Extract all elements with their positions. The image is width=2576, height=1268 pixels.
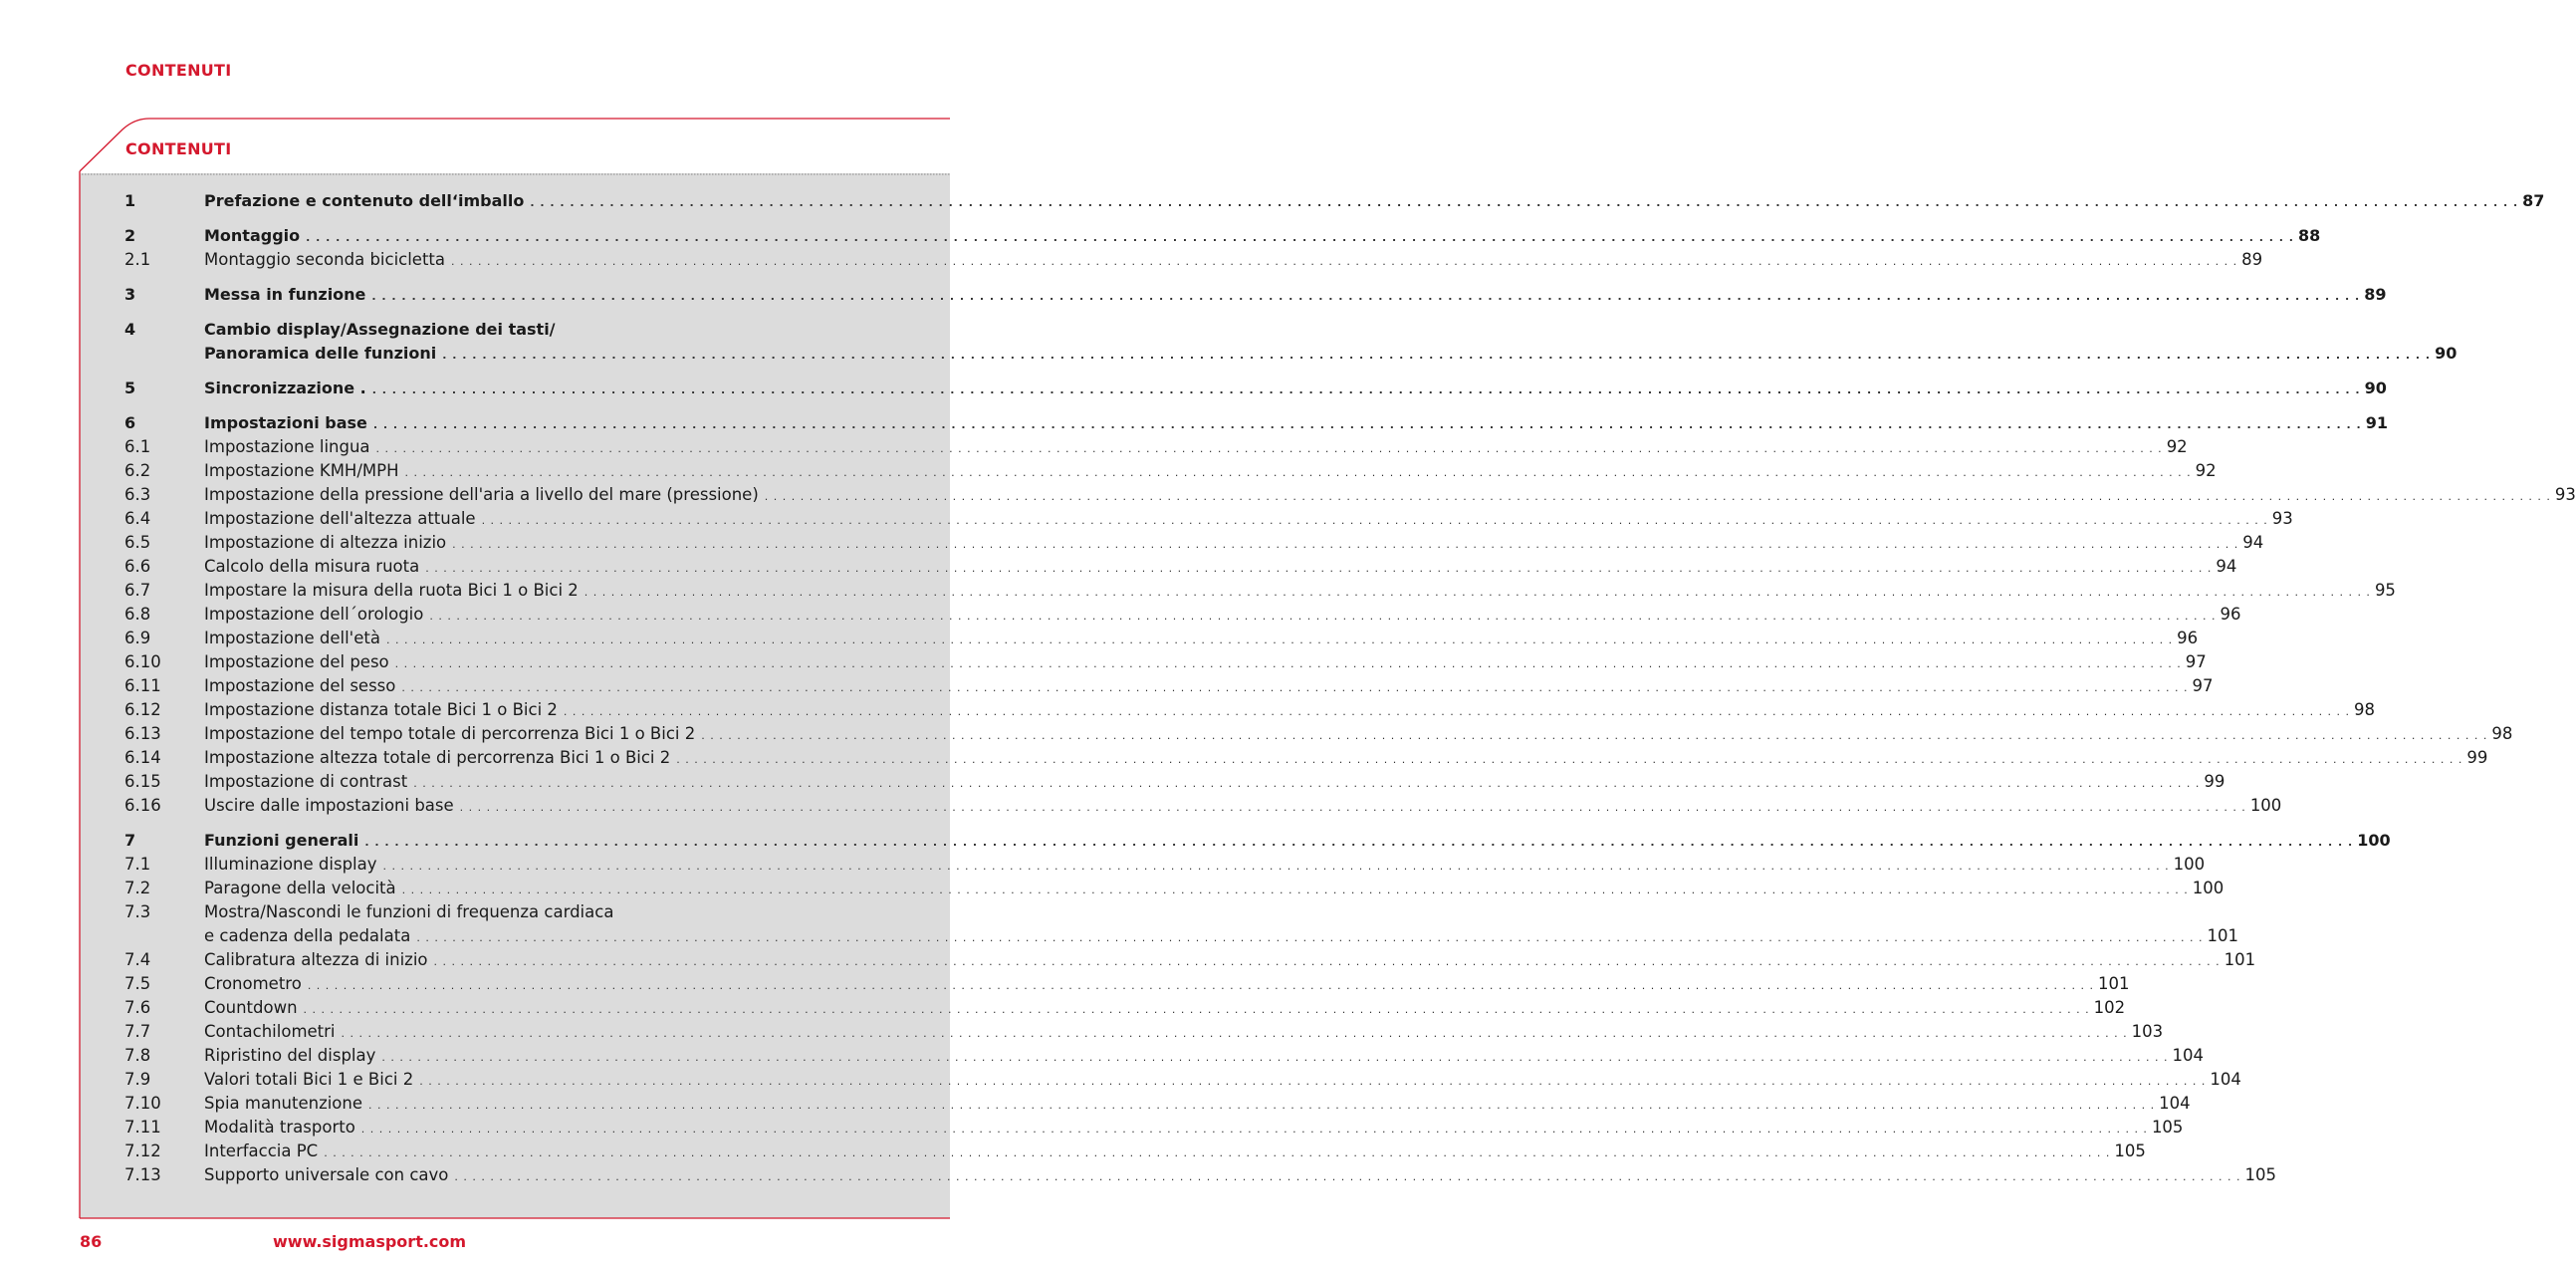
toc-dot-leader: . . . . . . . . . . . . . . . . . . . . . . . . . . . . . . . . . . . . . . . . . . . . . . . . . . . . . . . . . . . . . . . . . . . . . . . . . . . . . . . . . . . . . . . . . . . . . . . . . . . . . . . . . . . . . . . . . . . . . . . . . . . . . . . . . . . . . . . . . . . . . . . . . . . . . . . . . . . . . . . . . . . . . . . . . . . . . . . . . . . . . . . . . . . . . . . . . . . . . . . . bbox=[324, 1146, 2111, 1159]
toc-dot-leader: . . . . . . . . . . . . . . . . . . . . . . . . . . . . . . . . . . . . . . . . . . . . . . . . . . . . . . . . . . . . . . . . . . . . . . . . . . . . . . . . . . . . . . . . . . . . . . . . . . . . . . . . . . . . . . . . . . . . . . . . . . . . . . . . . . . . . . . . . . . . . . . . . . . . . . . . . . . . . . . . . . . . . . . . . . . . . . . . . . . . . . . . . . . . . . . . . . . . . . . . bbox=[452, 538, 2239, 551]
toc-dot-leader: . . . . . . . . . . . . . . . . . . . . . . . . . . . . . . . . . . . . . . . . . . . . . . . . . . . . . . . . . . . . . . . . . . . . . . . . . . . . . . . . . . . . . . . . . . . . . . . . . . . . . . . . . . . . . . . . . . . . . . . . . . . . . . . . . . . . . . . . . . . . . . . . . . . . . . . . . . . . . . . . . . . . . . . . . . . . . . . . . . . . . . . . . . . . . . . . . . . . . . . . bbox=[425, 562, 2213, 575]
toc-entry[interactable] bbox=[124, 853, 2206, 877]
toc-dot-leader: . . . . . . . . . . . . . . . . . . . . . . . . . . . . . . . . . . . . . . . . . . . . . . . . . . . . . . . . . . . . . . . . . . . . . . . . . . . . . . . . . . . . . . . . . . . . . . . . . . . . . . . . . . . . . . . . . . . . . . . . . . . . . . . . . . . . . . . . . . . . . . . . . . . . . . . . . . . . . . . . . . . . . . . . . . . . . . . . . . . . . . . . . . . . . . . . . . . . . . . . bbox=[416, 931, 2204, 944]
toc-entry-page: 95 bbox=[2374, 581, 2396, 600]
toc-entry[interactable] bbox=[124, 650, 2207, 674]
toc-entry[interactable] bbox=[124, 342, 2458, 366]
toc-entry-number: 6 bbox=[124, 413, 136, 432]
toc-dot-leader: . . . . . . . . . . . . . . . . . . . . . . . . . . . . . . . . . . . . . . . . . . . . . . . . . . . . . . . . . . . . . . . . . . . . . . . . . . . . . . . . . . . . . . . . . . . . . . . . . . . . . . . . . . . . . . . . . . . . . . . . . . . . . . . . . . . . . . . . . . . . . . . . . . . . . . . . . . . . . . . . . . . . . . . . . . . . . . . . . . . . . . . . . . . . . . . . . . . . . . . . bbox=[341, 1027, 2128, 1040]
toc-dot-leader: . . . . . . . . . . . . . . . . . . . . . . . . . . . . . . . . . . . . . . . . . . . . . . . . . . . . . . . . . . . . . . . . . . . . . . . . . . . . . . . . . . . . . . . . . . . . . . . . . . . . . . . . . . . . . . . . . . . . . . . . . . . . . . . . . . . . . . . . . . . . . . . . . . . . . . . . . . . . . . . . . . . . . . . . . . . . . . . . . . . . . . . . . . . . . . . . . . . . . . . . bbox=[368, 1099, 2156, 1112]
toc-entry-page: 87 bbox=[2522, 191, 2545, 210]
toc-entry-number: 6.16 bbox=[124, 796, 161, 815]
toc-entry-page: 104 bbox=[2210, 1070, 2241, 1089]
toc-entry-number: 7.1 bbox=[124, 855, 151, 874]
toc-entry-page: 100 bbox=[2192, 879, 2225, 897]
toc-entry-title: Cambio display/Assegnazione dei tasti/ bbox=[204, 320, 556, 339]
toc-entry-number: 6.7 bbox=[124, 581, 151, 600]
toc-entry-title: Messa in funzione bbox=[204, 285, 366, 304]
toc-entry-page: 89 bbox=[2241, 250, 2263, 269]
toc-entry-number: 6.9 bbox=[124, 629, 151, 647]
toc-entry-number: 4 bbox=[124, 320, 136, 339]
toc-entry-page: 101 bbox=[2207, 926, 2238, 945]
toc-dot-leader: . . . . . . . . . . . . . . . . . . . . . . . . . . . . . . . . . . . . . . . . . . . . . . . . . . . . . . . . . . . . . . . . . . . . . . . . . . . . . . . . . . . . . . . . . . . . . . . . . . . . . . . . . . . . . . . . . . . . . . . . . . . . . . . . . . . . . . . . . . . . . . . . . . . . . . . . . . . . . . . . . . . . . . . . . . . . . . . . . . . . . . . . . . . . . . . . . . . . . . . . bbox=[584, 586, 2371, 599]
toc-entry-title: Impostazione dell'età bbox=[204, 629, 380, 647]
toc-entry-page: 98 bbox=[2491, 724, 2513, 743]
toc-entry-number: 7.4 bbox=[124, 950, 151, 969]
toc-entry[interactable] bbox=[124, 1163, 2277, 1187]
toc-entry[interactable] bbox=[124, 1068, 2241, 1092]
toc-entry[interactable] bbox=[124, 411, 2389, 435]
toc-entry[interactable] bbox=[124, 1044, 2205, 1068]
toc-entry-title: Montaggio bbox=[204, 226, 301, 245]
toc-dot-leader: . . . . . . . . . . . . . . . . . . . . . . . . . . . . . . . . . . . . . . . . . . . . . . . . . . . . . . . . . . . . . . . . . . . . . . . . . . . . . . . . . . . . . . . . . . . . . . . . . . . . . . . . . . . . . . . . . . . . . . . . . . . . . . . . . . . . . . . . . . . . . . . . . . . . . . . . . . . . . . . . . . . . . . . . . . . . . . . . . . . . . . . . . . . . . . . . . . . . . . . . bbox=[303, 1003, 2090, 1016]
toc-dot-leader: . . . . . . . . . . . . . . . . . . . . . . . . . . . . . . . . . . . . . . . . . . . . . . . . . . . . . . . . . . . . . . . . . . . . . . . . . . . . . . . . . . . . . . . . . . . . . . . . . . . . . . . . . . . . . . . . . . . . . . . . . . . . . . . . . . . . . . . . . . . . . . . . . . . . . . . . . . . . . . . . . . . . . . . . . . . . . . . . . . . . . . . . . . . . . . . . . . . . . . . . bbox=[306, 231, 2294, 244]
toc-entry-title: Impostazione altezza totale di percorrenza Bici 1 o Bici 2 bbox=[204, 748, 671, 767]
toc-entry-page: 101 bbox=[2097, 974, 2130, 993]
toc-entry-number: 6.13 bbox=[124, 724, 161, 743]
toc-entry-page: 104 bbox=[2172, 1046, 2205, 1065]
toc-entry[interactable] bbox=[124, 900, 868, 924]
toc-entry[interactable] bbox=[124, 1092, 2191, 1116]
toc-entry-title: Valori totali Bici 1 e Bici 2 bbox=[204, 1070, 414, 1089]
toc-dot-leader: . . . . . . . . . . . . . . . . . . . . . . . . . . . . . . . . . . . . . . . . . . . . . . . . . . . . . . . . . . . . . . . . . . . . . . . . . . . . . . . . . . . . . . . . . . . . . . . . . . . . . . . . . . . . . . . . . . . . . . . . . . . . . . . . . . . . . . . . . . . . . . . . . . . . . . . . . . . . . . . . . . . . . . . . . . . . . . . . . . . . . . . . . . . . . . . . . . . . . . . . bbox=[433, 955, 2221, 968]
toc-entry-page: 102 bbox=[2093, 998, 2126, 1017]
toc-entry-number: 7.3 bbox=[124, 902, 151, 921]
toc-entry-number: 6.5 bbox=[124, 533, 151, 552]
running-header: CONTENUTI bbox=[125, 61, 232, 80]
toc-entry[interactable] bbox=[124, 555, 2237, 579]
toc-entry-title: Impostazione del peso bbox=[204, 652, 389, 671]
toc-entry[interactable] bbox=[124, 459, 2217, 483]
toc-entry-number: 7 bbox=[124, 831, 136, 850]
toc-entry-page: 97 bbox=[2185, 652, 2207, 671]
toc-dot-leader: . . . . . . . . . . . . . . . . . . . . . . . . . . . . . . . . . . . . . . . . . . . . . . . . . . . . . . . . . . . . . . . . . . . . . . . . . . . . . . . . . . . . . . . . . . . . . . . . . . . . . . . . . . . . . . . . . . . . . . . . . . . . . . . . . . . . . . . . . . . . . . . . . . . . . . . . . . . . . . . . . . . . . . . . . . . . . . . . . . . . . . . . . . . . . . . . . . . . . . . . bbox=[481, 514, 2268, 527]
toc-dot-leader: . . . . . . . . . . . . . . . . . . . . . . . . . . . . . . . . . . . . . . . . . . . . . . . . . . . . . . . . . . . . . . . . . . . . . . . . . . . . . . . . . . . . . . . . . . . . . . . . . . . . . . . . . . . . . . . . . . . . . . . . . . . . . . . . . . . . . . . . . . . . . . . . . . . . . . . . . . . . . . . . . . . . . . . . . . . . . . . . . . . . . . . . . . . . . . . . . . . . . . . . bbox=[382, 860, 2170, 873]
toc-entry[interactable] bbox=[124, 283, 2387, 307]
toc-dot-leader: . . . . . . . . . . . . . . . . . . . . . . . . . . . . . . . . . . . . . . . . . . . . . . . . . . . . . . . . . . . . . . . . . . . . . . . . . . . . . . . . . . . . . . . . . . . . . . . . . . . . . . . . . . . . . . . . . . . . . . . . . . . . . . . . . . . . . . . . . . . . . . . . . . . . . . . . . . . . . . . . . . . . . . . . . . . . . . . . . . . . . . . . . . . . . . . . . . . . . . . . bbox=[360, 1123, 2148, 1136]
toc-entry-page: 97 bbox=[2192, 676, 2214, 695]
toc-entry-number: 6.6 bbox=[124, 557, 151, 576]
toc-entry-title: Interfaccia PC bbox=[204, 1141, 319, 1160]
toc-entry-number: 7.2 bbox=[124, 879, 151, 897]
toc-entry-title: Sincronizzazione . bbox=[204, 379, 366, 397]
toc-entry[interactable] bbox=[124, 829, 2391, 853]
toc-entry-number: 7.6 bbox=[124, 998, 151, 1017]
toc-entry-title: Impostazione distanza totale Bici 1 o Bici 2 bbox=[204, 700, 558, 719]
toc-entry[interactable] bbox=[124, 579, 2396, 603]
toc-entry-page: 92 bbox=[2166, 437, 2188, 456]
toc-entry-title: Impostazione dell'altezza attuale bbox=[204, 509, 476, 528]
toc-entry-title: Impostazione del sesso bbox=[204, 676, 396, 695]
toc-entry-number: 7.13 bbox=[124, 1165, 161, 1184]
toc-entry-page: 104 bbox=[2159, 1094, 2191, 1113]
toc-dot-leader: . . . . . . . . . . . . . . . . . . . . . . . . . . . . . . . . . . . . . . . . . . . . . . . . . . . . . . . . . . . . . . . . . . . . . . . . . . . . . . . . . . . . . . . . . . . . . . . . . . . . . . . . . . . . . . . . . . . . . . . . . . . . . . . . . . . . . . . . . . . . . . . . . . . . . . . . . . . . . . . . . . . . . . . . . . . . . . . . . . . . . . . . . . . . . . . . . . . . . . . . bbox=[701, 729, 2488, 742]
toc-entry[interactable] bbox=[124, 507, 2293, 531]
toc-dot-leader: . . . . . . . . . . . . . . . . . . . . . . . . . . . . . . . . . . . . . . . . . . . . . . . . . . . . . . . . . . . . . . . . . . . . . . . . . . . . . . . . . . . . . . . . . . . . . . . . . . . . . . . . . . . . . . . . . . . . . . . . . . . . . . . . . . . . . . . . . . . . . . . . . . . . . . . . . . . . . . . . . . . . . . . . . . . . . . . . . . . . . . . . . . . . . . . . . . . . . . . . bbox=[401, 681, 2189, 694]
toc-entry-page: 88 bbox=[2297, 226, 2321, 245]
toc-entry[interactable] bbox=[124, 1140, 2146, 1163]
toc-entry[interactable] bbox=[124, 674, 2214, 698]
toc-entry-number: 7.7 bbox=[124, 1022, 151, 1041]
toc-dot-leader: . . . . . . . . . . . . . . . . . . . . . . . . . . . . . . . . . . . . . . . . . . . . . . . . . . . . . . . . . . . . . . . . . . . . . . . . . . . . . . . . . . . . . . . . . . . . . . . . . . . . . . . . . . . . . . . . . . . . . . . . . . . . . . . . . . . . . . . . . . . . . . . . . . . . . . . . . . . . . . . . . . . . . . . . . . . . . . . . . . . . . . . . . . . . . . . . . . . . . . . . bbox=[401, 884, 2189, 896]
toc-dot-leader: . . . . . . . . . . . . . . . . . . . . . . . . . . . . . . . . . . . . . . . . . . . . . . . . . . . . . . . . . . . . . . . . . . . . . . . . . . . . . . . . . . . . . . . . . . . . . . . . . . . . . . . . . . . . . . . . . . . . . . . . . . . . . . . . . . . . . . . . . . . . . . . . . . . . . . . . . . . . . . . . . . . . . . . . . . . . . . . . . . . . . . . . . . . . . . . . . . . . . . . . bbox=[676, 753, 2463, 766]
toc-entry-number: 6.12 bbox=[124, 700, 161, 719]
toc-entry[interactable] bbox=[124, 1020, 2164, 1044]
toc-entry-page: 93 bbox=[2271, 509, 2293, 528]
footer-page-number: 86 bbox=[80, 1232, 103, 1251]
toc-entry-page: 94 bbox=[2242, 533, 2264, 552]
toc-entry-page: 100 bbox=[2173, 855, 2206, 874]
toc-dot-leader: . . . . . . . . . . . . . . . . . . . . . . . . . . . . . . . . . . . . . . . . . . . . . . . . . . . . . . . . . . . . . . . . . . . . . . . . . . . . . . . . . . . . . . . . . . . . . . . . . . . . . . . . . . . . . . . . . . . . . . . . . . . . . . . . . . . . . . . . . . . . . . . . . . . . . . . . . . . . . . . . . . . . . . . . . . . . . . . . . . . . . . . . . . . . . . . . . . . . . . . . bbox=[764, 490, 2551, 503]
toc-dot-leader: . . . . . . . . . . . . . . . . . . . . . . . . . . . . . . . . . . . . . . . . . . . . . . . . . . . . . . . . . . . . . . . . . . . . . . . . . . . . . . . . . . . . . . . . . . . . . . . . . . . . . . . . . . . . . . . . . . . . . . . . . . . . . . . . . . . . . . . . . . . . . . . . . . . . . . . . . . . . . . . . . . . . . . . . . . . . . . . . . . . . . . . . . . . . . . . . . . . . . . . . bbox=[381, 1051, 2169, 1064]
toc-dot-leader: . . . . . . . . . . . . . . . . . . . . . . . . . . . . . . . . . . . . . . . . . . . . . . . . . . . . . . . . . . . . . . . . . . . . . . . . . . . . . . . . . . . . . . . . . . . . . . . . . . . . . . . . . . . . . . . . . . . . . . . . . . . . . . . . . . . . . . . . . . . . . . . . . . . . . . . . . . . . . . . . . . . . . . . . . . . . . . . . . . . . . . . . . . . . . . . . . . . . . . . . bbox=[385, 634, 2174, 646]
toc-entry-title: Prefazione e contenuto dell‘imballo bbox=[204, 191, 525, 210]
toc-entry-page: 91 bbox=[2365, 413, 2389, 432]
toc-entry-page: 99 bbox=[2466, 748, 2488, 767]
toc-dot-leader: . . . . . . . . . . . . . . . . . . . . . . . . . . . . . . . . . . . . . . . . . . . . . . . . . . . . . . . . . . . . . . . . . . . . . . . . . . . . . . . . . . . . . . . . . . . . . . . . . . . . . . . . . . . . . . . . . . . . . . . . . . . . . . . . . . . . . . . . . . . . . . . . . . . . . . . . . . . . . . . . . . . . . . . . . . . . . . . . . . . . . . . . . . . . . . . . . . . . . . . . bbox=[451, 255, 2238, 268]
toc-entry-title: Modalità trasporto bbox=[204, 1118, 355, 1137]
toc-entry-title: Calibratura altezza di inizio bbox=[204, 950, 428, 969]
toc-entry-number: 5 bbox=[124, 379, 136, 397]
toc-entry-number: 6.8 bbox=[124, 605, 151, 624]
toc-entry[interactable] bbox=[124, 722, 2513, 746]
toc-entry-title: Panoramica delle funzioni bbox=[204, 344, 437, 363]
toc-entry-title: Impostazione di contrast bbox=[204, 772, 408, 791]
toc-entry-page: 90 bbox=[2364, 379, 2387, 397]
toc-entry-number: 6.14 bbox=[124, 748, 161, 767]
toc-entry-title: Impostare la misura della ruota Bici 1 o Bici 2 bbox=[204, 581, 579, 600]
toc-entry[interactable] bbox=[124, 318, 868, 342]
toc-entry-page: 105 bbox=[2114, 1141, 2146, 1160]
toc-dot-leader: . . . . . . . . . . . . . . . . . . . . . . . . . . . . . . . . . . . . . . . . . . . . . . . . . . . . . . . . . . . . . . . . . . . . . . . . . . . . . . . . . . . . . . . . . . . . . . . . . . . . . . . . . . . . . . . . . . . . . . . . . . . . . . . . . . . . . . . . . . . . . . . . . . . . . . . . . . . . . . . . . . . . . . . . . . . . . . . . . . . . . . . . . . . . . . . . . . . . . . . . bbox=[372, 418, 2362, 431]
toc-entry-number: 7.11 bbox=[124, 1118, 161, 1137]
toc-entry-number: 7.12 bbox=[124, 1141, 161, 1160]
table-of-contents bbox=[124, 189, 2576, 1187]
toc-entry-page: 101 bbox=[2224, 950, 2256, 969]
toc-entry[interactable] bbox=[124, 483, 2576, 507]
toc-entry-title: Impostazione KMH/MPH bbox=[204, 461, 399, 480]
toc-entry-title: Calcolo della misura ruota bbox=[204, 557, 420, 576]
toc-entry-page: 100 bbox=[2357, 831, 2391, 850]
toc-dot-leader: . . . . . . . . . . . . . . . . . . . . . . . . . . . . . . . . . . . . . . . . . . . . . . . . . . . . . . . . . . . . . . . . . . . . . . . . . . . . . . . . . . . . . . . . . . . . . . . . . . . . . . . . . . . . . . . . . . . . . . . . . . . . . . . . . . . . . . . . . . . . . . . . . . . . . . . . . . . . . . . . . . . . . . . . . . . . . . . . . . . . . . . . . . . . . . . . . . . . . . . . bbox=[454, 1170, 2241, 1183]
toc-entry[interactable] bbox=[124, 435, 2188, 459]
footer-website-link[interactable]: www.sigmasport.com bbox=[273, 1232, 467, 1251]
toc-entry[interactable] bbox=[124, 603, 2241, 627]
toc-entry-page: 89 bbox=[2364, 285, 2387, 304]
toc-entry-title: Countdown bbox=[204, 998, 298, 1017]
toc-entry-title: e cadenza della pedalata bbox=[204, 926, 411, 945]
toc-dot-leader: . . . . . . . . . . . . . . . . . . . . . . . . . . . . . . . . . . . . . . . . . . . . . . . . . . . . . . . . . . . . . . . . . . . . . . . . . . . . . . . . . . . . . . . . . . . . . . . . . . . . . . . . . . . . . . . . . . . . . . . . . . . . . . . . . . . . . . . . . . . . . . . . . . . . . . . . . . . . . . . . . . . . . . . . . . . . . . . . . . . . . . . . . . . . . . . . . . . . . . . . bbox=[364, 836, 2354, 849]
toc-dot-leader: . . . . . . . . . . . . . . . . . . . . . . . . . . . . . . . . . . . . . . . . . . . . . . . . . . . . . . . . . . . . . . . . . . . . . . . . . . . . . . . . . . . . . . . . . . . . . . . . . . . . . . . . . . . . . . . . . . . . . . . . . . . . . . . . . . . . . . . . . . . . . . . . . . . . . . . . . . . . . . . . . . . . . . . . . . . . . . . . . . . . . . . . . . . . . . . . . . . . . . . . bbox=[375, 442, 2163, 455]
toc-entry-title: Ripristino del display bbox=[204, 1046, 376, 1065]
toc-entry[interactable] bbox=[124, 972, 2130, 996]
toc-entry[interactable] bbox=[124, 877, 2225, 900]
toc-dot-leader: . . . . . . . . . . . . . . . . . . . . . . . . . . . . . . . . . . . . . . . . . . . . . . . . . . . . . . . . . . . . . . . . . . . . . . . . . . . . . . . . . . . . . . . . . . . . . . . . . . . . . . . . . . . . . . . . . . . . . . . . . . . . . . . . . . . . . . . . . . . . . . . . . . . . . . . . . . . . . . . . . . . . . . . . . . . . . . . . . . . . . . . . . . . . . . . . . . . . . . . . bbox=[307, 979, 2094, 992]
toc-dot-leader: . . . . . . . . . . . . . . . . . . . . . . . . . . . . . . . . . . . . . . . . . . . . . . . . . . . . . . . . . . . . . . . . . . . . . . . . . . . . . . . . . . . . . . . . . . . . . . . . . . . . . . . . . . . . . . . . . . . . . . . . . . . . . . . . . . . . . . . . . . . . . . . . . . . . . . . . . . . . . . . . . . . . . . . . . . . . . . . . . . . . . . . . . . . . . . . . . . . . . . . . bbox=[419, 1075, 2207, 1088]
toc-entry-number: 6.11 bbox=[124, 676, 161, 695]
toc-entry-page: 105 bbox=[2151, 1118, 2184, 1137]
toc-entry[interactable] bbox=[124, 248, 2263, 272]
toc-entry-title: Funzioni generali bbox=[204, 831, 359, 850]
toc-entry-title: Impostazione di altezza inizio bbox=[204, 533, 447, 552]
toc-entry-number: 6.1 bbox=[124, 437, 151, 456]
toc-entry-number: 6.3 bbox=[124, 485, 151, 504]
toc-entry-page: 98 bbox=[2354, 700, 2376, 719]
toc-entry-title: Illuminazione display bbox=[204, 855, 377, 874]
toc-entry-title: Cronometro bbox=[204, 974, 302, 993]
toc-entry[interactable] bbox=[124, 1116, 2184, 1140]
toc-entry-title: Impostazione del tempo totale di percorrenza Bici 1 o Bici 2 bbox=[204, 724, 696, 743]
toc-entry-page: 99 bbox=[2204, 772, 2225, 791]
toc-entry-number: 6.4 bbox=[124, 509, 151, 528]
toc-entry[interactable] bbox=[124, 746, 2488, 770]
toc-dot-leader: . . . . . . . . . . . . . . . . . . . . . . . . . . . . . . . . . . . . . . . . . . . . . . . . . . . . . . . . . . . . . . . . . . . . . . . . . . . . . . . . . . . . . . . . . . . . . . . . . . . . . . . . . . . . . . . . . . . . . . . . . . . . . . . . . . . . . . . . . . . . . . . . . . . . . . . . . . . . . . . . . . . . . . . . . . . . . . . . . . . . . . . . . . . . . . . . . . . . . . . . bbox=[394, 657, 2182, 670]
toc-entry-title: Impostazioni base bbox=[204, 413, 367, 432]
toc-dot-leader: . . . . . . . . . . . . . . . . . . . . . . . . . . . . . . . . . . . . . . . . . . . . . . . . . . . . . . . . . . . . . . . . . . . . . . . . . . . . . . . . . . . . . . . . . . . . . . . . . . . . . . . . . . . . . . . . . . . . . . . . . . . . . . . . . . . . . . . . . . . . . . . . . . . . . . . . . . . . . . . . . . . . . . . . . . . . . . . . . . . . . . . . . . . . . . . . . . . . . . . . bbox=[563, 705, 2351, 718]
toc-entry-title: Mostra/Nascondi le funzioni di frequenza cardiaca bbox=[204, 902, 614, 921]
toc-dot-leader: . . . . . . . . . . . . . . . . . . . . . . . . . . . . . . . . . . . . . . . . . . . . . . . . . . . . . . . . . . . . . . . . . . . . . . . . . . . . . . . . . . . . . . . . . . . . . . . . . . . . . . . . . . . . . . . . . . . . . . . . . . . . . . . . . . . . . . . . . . . . . . . . . . . . . . . . . . . . . . . . . . . . . . . . . . . . . . . . . . . . . . . . . . . . . . . . . . . . . . . . bbox=[413, 777, 2201, 790]
toc-entry-number: 6.2 bbox=[124, 461, 151, 480]
toc-entry[interactable] bbox=[124, 224, 2321, 248]
toc-entry-number: 7.10 bbox=[124, 1094, 161, 1113]
toc-entry-number: 7.9 bbox=[124, 1070, 151, 1089]
toc-entry[interactable] bbox=[124, 948, 2256, 972]
toc-entry[interactable] bbox=[124, 924, 2238, 948]
toc-entry-title: Impostazione dell´orologio bbox=[204, 605, 424, 624]
toc-entry-number: 2 bbox=[124, 226, 136, 245]
toc-entry-page: 90 bbox=[2435, 344, 2458, 363]
toc-entry-page: 105 bbox=[2244, 1165, 2277, 1184]
toc-entry-number: 2.1 bbox=[124, 250, 151, 269]
toc-entry[interactable] bbox=[124, 377, 2387, 400]
toc-entry-title: Paragone della velocità bbox=[204, 879, 396, 897]
toc-entry[interactable] bbox=[124, 698, 2376, 722]
toc-entry-page: 92 bbox=[2195, 461, 2217, 480]
toc-entry[interactable] bbox=[124, 770, 2225, 794]
toc-entry-page: 96 bbox=[2220, 605, 2241, 624]
toc-entry-page: 100 bbox=[2249, 796, 2282, 815]
toc-entry-title: Supporto universale con cavo bbox=[204, 1165, 449, 1184]
toc-entry[interactable] bbox=[124, 189, 2545, 213]
toc-dot-leader: . . . . . . . . . . . . . . . . . . . . . . . . . . . . . . . . . . . . . . . . . . . . . . . . . . . . . . . . . . . . . . . . . . . . . . . . . . . . . . . . . . . . . . . . . . . . . . . . . . . . . . . . . . . . . . . . . . . . . . . . . . . . . . . . . . . . . . . . . . . . . . . . . . . . . . . . . . . . . . . . . . . . . . . . . . . . . . . . . . . . . . . . . . . . . . . . . . . . . . . . bbox=[442, 349, 2432, 362]
toc-dot-leader: . . . . . . . . . . . . . . . . . . . . . . . . . . . . . . . . . . . . . . . . . . . . . . . . . . . . . . . . . . . . . . . . . . . . . . . . . . . . . . . . . . . . . . . . . . . . . . . . . . . . . . . . . . . . . . . . . . . . . . . . . . . . . . . . . . . . . . . . . . . . . . . . . . . . . . . . . . . . . . . . . . . . . . . . . . . . . . . . . . . . . . . . . . . . . . . . . . . . . . . . bbox=[371, 290, 2361, 303]
toc-entry-page: 94 bbox=[2216, 557, 2237, 576]
toc-entry-number: 6.10 bbox=[124, 652, 161, 671]
toc-entry-page: 96 bbox=[2177, 629, 2199, 647]
toc-entry-number: 6.15 bbox=[124, 772, 161, 791]
toc-dot-leader: . . . . . . . . . . . . . . . . . . . . . . . . . . . . . . . . . . . . . . . . . . . . . . . . . . . . . . . . . . . . . . . . . . . . . . . . . . . . . . . . . . . . . . . . . . . . . . . . . . . . . . . . . . . . . . . . . . . . . . . . . . . . . . . . . . . . . . . . . . . . . . . . . . . . . . . . . . . . . . . . . . . . . . . . . . . . . . . . . . . . . . . . . . . . . . . . . . . . . . . . bbox=[371, 383, 2361, 396]
toc-entry-title: Uscire dalle impostazioni base bbox=[204, 796, 454, 815]
toc-entry-number: 7.8 bbox=[124, 1046, 151, 1065]
toc-entry-page: 103 bbox=[2131, 1022, 2164, 1041]
toc-entry[interactable] bbox=[124, 627, 2199, 650]
toc-entry[interactable] bbox=[124, 996, 2126, 1020]
toc-entry-title: Impostazione lingua bbox=[204, 437, 370, 456]
toc-entry[interactable] bbox=[124, 531, 2264, 555]
toc-entry-number: 3 bbox=[124, 285, 136, 304]
panel-title: CONTENUTI bbox=[125, 139, 232, 158]
toc-entry-number: 7.5 bbox=[124, 974, 151, 993]
toc-entry-title: Contachilometri bbox=[204, 1022, 336, 1041]
toc-dot-leader: . . . . . . . . . . . . . . . . . . . . . . . . . . . . . . . . . . . . . . . . . . . . . . . . . . . . . . . . . . . . . . . . . . . . . . . . . . . . . . . . . . . . . . . . . . . . . . . . . . . . . . . . . . . . . . . . . . . . . . . . . . . . . . . . . . . . . . . . . . . . . . . . . . . . . . . . . . . . . . . . . . . . . . . . . . . . . . . . . . . . . . . . . . . . . . . . . . . . . . . . bbox=[459, 801, 2246, 814]
toc-entry-title: Montaggio seconda bicicletta bbox=[204, 250, 446, 269]
toc-dot-leader: . . . . . . . . . . . . . . . . . . . . . . . . . . . . . . . . . . . . . . . . . . . . . . . . . . . . . . . . . . . . . . . . . . . . . . . . . . . . . . . . . . . . . . . . . . . . . . . . . . . . . . . . . . . . . . . . . . . . . . . . . . . . . . . . . . . . . . . . . . . . . . . . . . . . . . . . . . . . . . . . . . . . . . . . . . . . . . . . . . . . . . . . . . . . . . . . . . . . . . . . bbox=[530, 196, 2519, 209]
toc-entry[interactable] bbox=[124, 794, 2282, 818]
toc-entry-number: 1 bbox=[124, 191, 136, 210]
toc-entry-title: Impostazione della pressione dell'aria a livello del mare (pressione) bbox=[204, 485, 759, 504]
toc-entry-page: 93 bbox=[2554, 485, 2576, 504]
toc-dot-leader: . . . . . . . . . . . . . . . . . . . . . . . . . . . . . . . . . . . . . . . . . . . . . . . . . . . . . . . . . . . . . . . . . . . . . . . . . . . . . . . . . . . . . . . . . . . . . . . . . . . . . . . . . . . . . . . . . . . . . . . . . . . . . . . . . . . . . . . . . . . . . . . . . . . . . . . . . . . . . . . . . . . . . . . . . . . . . . . . . . . . . . . . . . . . . . . . . . . . . . . . bbox=[404, 466, 2192, 479]
toc-dot-leader: . . . . . . . . . . . . . . . . . . . . . . . . . . . . . . . . . . . . . . . . . . . . . . . . . . . . . . . . . . . . . . . . . . . . . . . . . . . . . . . . . . . . . . . . . . . . . . . . . . . . . . . . . . . . . . . . . . . . . . . . . . . . . . . . . . . . . . . . . . . . . . . . . . . . . . . . . . . . . . . . . . . . . . . . . . . . . . . . . . . . . . . . . . . . . . . . . . . . . . . . bbox=[429, 610, 2217, 623]
toc-entry-title: Spia manutenzione bbox=[204, 1094, 363, 1113]
